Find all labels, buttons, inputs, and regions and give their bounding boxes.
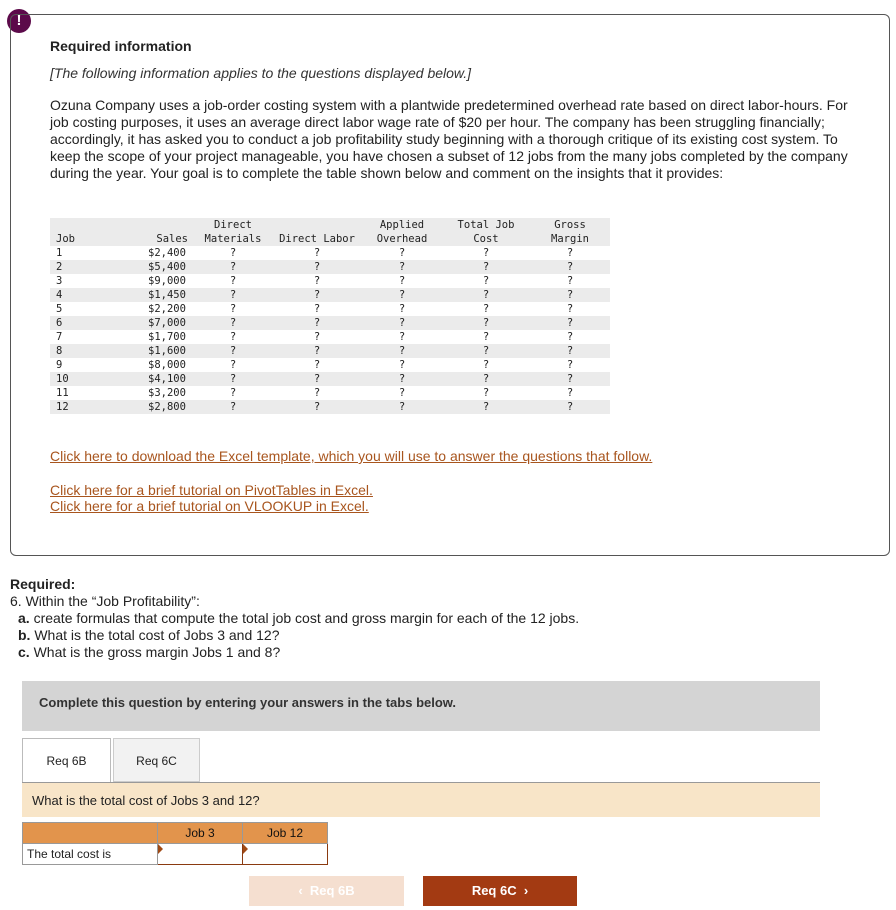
cell-dm: ? xyxy=(194,316,272,330)
table-row xyxy=(50,260,610,274)
cell-job: 4 xyxy=(50,288,124,302)
cell-dm: ? xyxy=(194,260,272,274)
cell-tj: ? xyxy=(442,372,530,386)
question-text: What is the total cost of Jobs 3 and 12? xyxy=(32,793,260,808)
cell-gm: ? xyxy=(530,288,610,302)
cell-dm: ? xyxy=(194,288,272,302)
cell-gm: ? xyxy=(530,316,610,330)
cell-gm: ? xyxy=(530,260,610,274)
cell-ao: ? xyxy=(398,247,406,259)
cell-dm: ? xyxy=(229,275,237,287)
vlookup-tutorial-link[interactable]: Click here for a brief tutorial on VLOOKUP in Excel. xyxy=(50,498,369,514)
cell-tj: ? xyxy=(482,275,490,287)
answer-row-label: The total cost is xyxy=(23,844,158,865)
cell-job: 6 xyxy=(50,316,124,330)
cell-dm: ? xyxy=(194,400,272,414)
cell-dl: ? xyxy=(272,316,362,330)
cell-sales: $5,400 xyxy=(124,260,194,274)
required-item-a: a. create formulas that compute the total job cost and gross margin for each of the 12 jobs. xyxy=(18,610,580,626)
cell-gm: ? xyxy=(566,247,574,259)
cell-tj: ? xyxy=(482,331,490,343)
input-flag-icon xyxy=(243,844,248,854)
info-body: Ozuna Company uses a job-order costing system with a plantwide predetermined overhead rate based on direct labor-hours. For job costing purposes, it uses an average direct labor wage rate of $20 per hour. The company has been struggling financially; accordingly, it has asked you to conduct a job profitability study beginning with a thorough critique of its existing cost system. To keep the scope of your project manageable, you have chosen a subset of 12 jobs from the many jobs completed by the company during the year. Your goal is to complete the table shown below and comment on the insights that it provides: xyxy=(50,97,848,181)
cell-gm: ? xyxy=(530,372,610,386)
header-applied-overhead: Applied Overhead xyxy=(362,218,442,246)
tab-req-6c[interactable]: Req 6C xyxy=(113,738,200,782)
cell-ao: ? xyxy=(362,288,442,302)
cell-tj: ? xyxy=(442,400,530,414)
answer-header-job3: Job 3 xyxy=(158,823,243,844)
answer-header-job12: Job 12 xyxy=(243,823,328,844)
cell-dm: ? xyxy=(229,331,237,343)
header-direct-materials: Direct Materials xyxy=(194,218,272,246)
cell-sales: $4,100 xyxy=(124,372,194,386)
cell-tj: ? xyxy=(482,303,490,315)
table-row xyxy=(50,344,610,358)
cell-ao: ? xyxy=(362,372,442,386)
chevron-left-icon: ‹ xyxy=(298,883,303,898)
cell-gm: ? xyxy=(566,359,574,371)
table-row xyxy=(50,358,610,372)
cell-job: 12 xyxy=(50,400,124,414)
required-item-6: 6. Within the “Job Profitability”: xyxy=(10,593,200,609)
cell-dl: ? xyxy=(272,260,362,274)
cell-tj: ? xyxy=(442,316,530,330)
chevron-right-icon: › xyxy=(523,883,529,898)
header-total-job-cost: Total Job Cost xyxy=(442,218,530,246)
header-direct-labor: Direct Labor xyxy=(272,218,362,246)
cell-dm: ? xyxy=(229,359,237,371)
job12-total-cost-input[interactable] xyxy=(243,844,328,865)
cell-sales: $3,200 xyxy=(148,387,186,399)
answer-table xyxy=(22,822,328,865)
prev-req-6b-button[interactable]: ‹ Req 6B xyxy=(249,876,404,906)
excel-template-link[interactable]: Click here to download the Excel template, which you will use to answer the questions that follow. xyxy=(50,448,653,464)
table-row xyxy=(50,246,610,260)
cell-dm: ? xyxy=(229,387,237,399)
cell-ao: ? xyxy=(362,316,442,330)
cell-sales: $1,700 xyxy=(148,331,186,343)
cell-sales: $8,000 xyxy=(148,359,186,371)
header-sales: Sales xyxy=(124,218,194,246)
table-row xyxy=(50,274,610,288)
cell-ao: ? xyxy=(398,331,406,343)
instruction-text: Complete this question by entering your answers in the tabs below. xyxy=(39,695,457,710)
table-row xyxy=(50,302,610,316)
cell-gm: ? xyxy=(566,275,574,287)
cell-sales: $2,800 xyxy=(124,400,194,414)
cell-dl: ? xyxy=(272,400,362,414)
cell-sales: $9,000 xyxy=(148,275,186,287)
table-row xyxy=(50,316,610,330)
next-req-6c-button[interactable]: Req 6C › xyxy=(423,876,577,906)
cell-ao: ? xyxy=(398,303,406,315)
header-gross-margin: Gross Margin xyxy=(530,218,610,246)
cell-job: 8 xyxy=(50,344,124,358)
cell-tj: ? xyxy=(442,344,530,358)
table-row xyxy=(50,386,610,400)
required-item-c: c. What is the gross margin Jobs 1 and 8? xyxy=(18,644,281,660)
cell-ao: ? xyxy=(362,344,442,358)
cell-gm: ? xyxy=(566,331,574,343)
cell-dl: ? xyxy=(313,303,321,315)
answer-header-blank xyxy=(23,823,158,844)
cell-tj: ? xyxy=(442,260,530,274)
required-item-b: b. What is the total cost of Jobs 3 and 12? xyxy=(18,627,280,643)
cell-job: 9 xyxy=(56,359,63,371)
cell-dl: ? xyxy=(313,247,321,259)
table-row xyxy=(50,400,610,414)
cell-dl: ? xyxy=(313,359,321,371)
cell-job: 5 xyxy=(56,303,63,315)
pivottables-tutorial-link[interactable]: Click here for a brief tutorial on PivotTables in Excel. xyxy=(50,482,373,498)
cell-job: 11 xyxy=(56,387,69,399)
required-heading: Required: xyxy=(10,576,76,592)
cell-dm: ? xyxy=(229,303,237,315)
cell-dm: ? xyxy=(194,372,272,386)
table-row xyxy=(50,288,610,302)
question-bar xyxy=(22,783,820,817)
cell-tj: ? xyxy=(482,387,490,399)
info-title: Required information xyxy=(50,38,192,54)
cell-gm: ? xyxy=(566,387,574,399)
cell-dm: ? xyxy=(229,247,237,259)
input-flag-icon xyxy=(158,844,163,854)
cell-dl: ? xyxy=(313,275,321,287)
cell-dl: ? xyxy=(313,331,321,343)
cell-ao: ? xyxy=(398,387,406,399)
instruction-banner xyxy=(22,681,820,731)
cell-sales: $1,600 xyxy=(124,344,194,358)
cell-job: 10 xyxy=(50,372,124,386)
cell-job: 2 xyxy=(50,260,124,274)
tab-req-6b[interactable]: Req 6B xyxy=(22,738,111,782)
cell-job: 7 xyxy=(56,331,63,343)
cell-dl: ? xyxy=(313,387,321,399)
header-job: Job xyxy=(50,218,124,246)
cell-ao: ? xyxy=(362,260,442,274)
table-row xyxy=(50,372,610,386)
cell-sales: $7,000 xyxy=(124,316,194,330)
cell-job: 1 xyxy=(56,247,63,259)
info-subtitle: [The following information applies to the questions displayed below.] xyxy=(50,65,472,81)
cell-tj: ? xyxy=(442,288,530,302)
cell-dl: ? xyxy=(272,288,362,302)
cell-tj: ? xyxy=(482,359,490,371)
cell-gm: ? xyxy=(566,303,574,315)
required-subitems xyxy=(18,610,579,661)
required-section xyxy=(10,576,200,610)
cell-tj: ? xyxy=(482,247,490,259)
job3-total-cost-input[interactable] xyxy=(158,844,243,865)
cell-ao: ? xyxy=(398,275,406,287)
cell-gm: ? xyxy=(530,400,610,414)
alert-icon: ! xyxy=(7,9,31,33)
cell-ao: ? xyxy=(362,400,442,414)
cell-gm: ? xyxy=(530,344,610,358)
cell-sales: $2,400 xyxy=(148,247,186,259)
cell-sales: $1,450 xyxy=(124,288,194,302)
cell-dm: ? xyxy=(194,344,272,358)
cell-dl: ? xyxy=(272,372,362,386)
cell-ao: ? xyxy=(398,359,406,371)
job-profitability-table xyxy=(50,218,610,414)
cell-dl: ? xyxy=(272,344,362,358)
cell-sales: $2,200 xyxy=(148,303,186,315)
table-row xyxy=(50,330,610,344)
cell-job: 3 xyxy=(56,275,63,287)
